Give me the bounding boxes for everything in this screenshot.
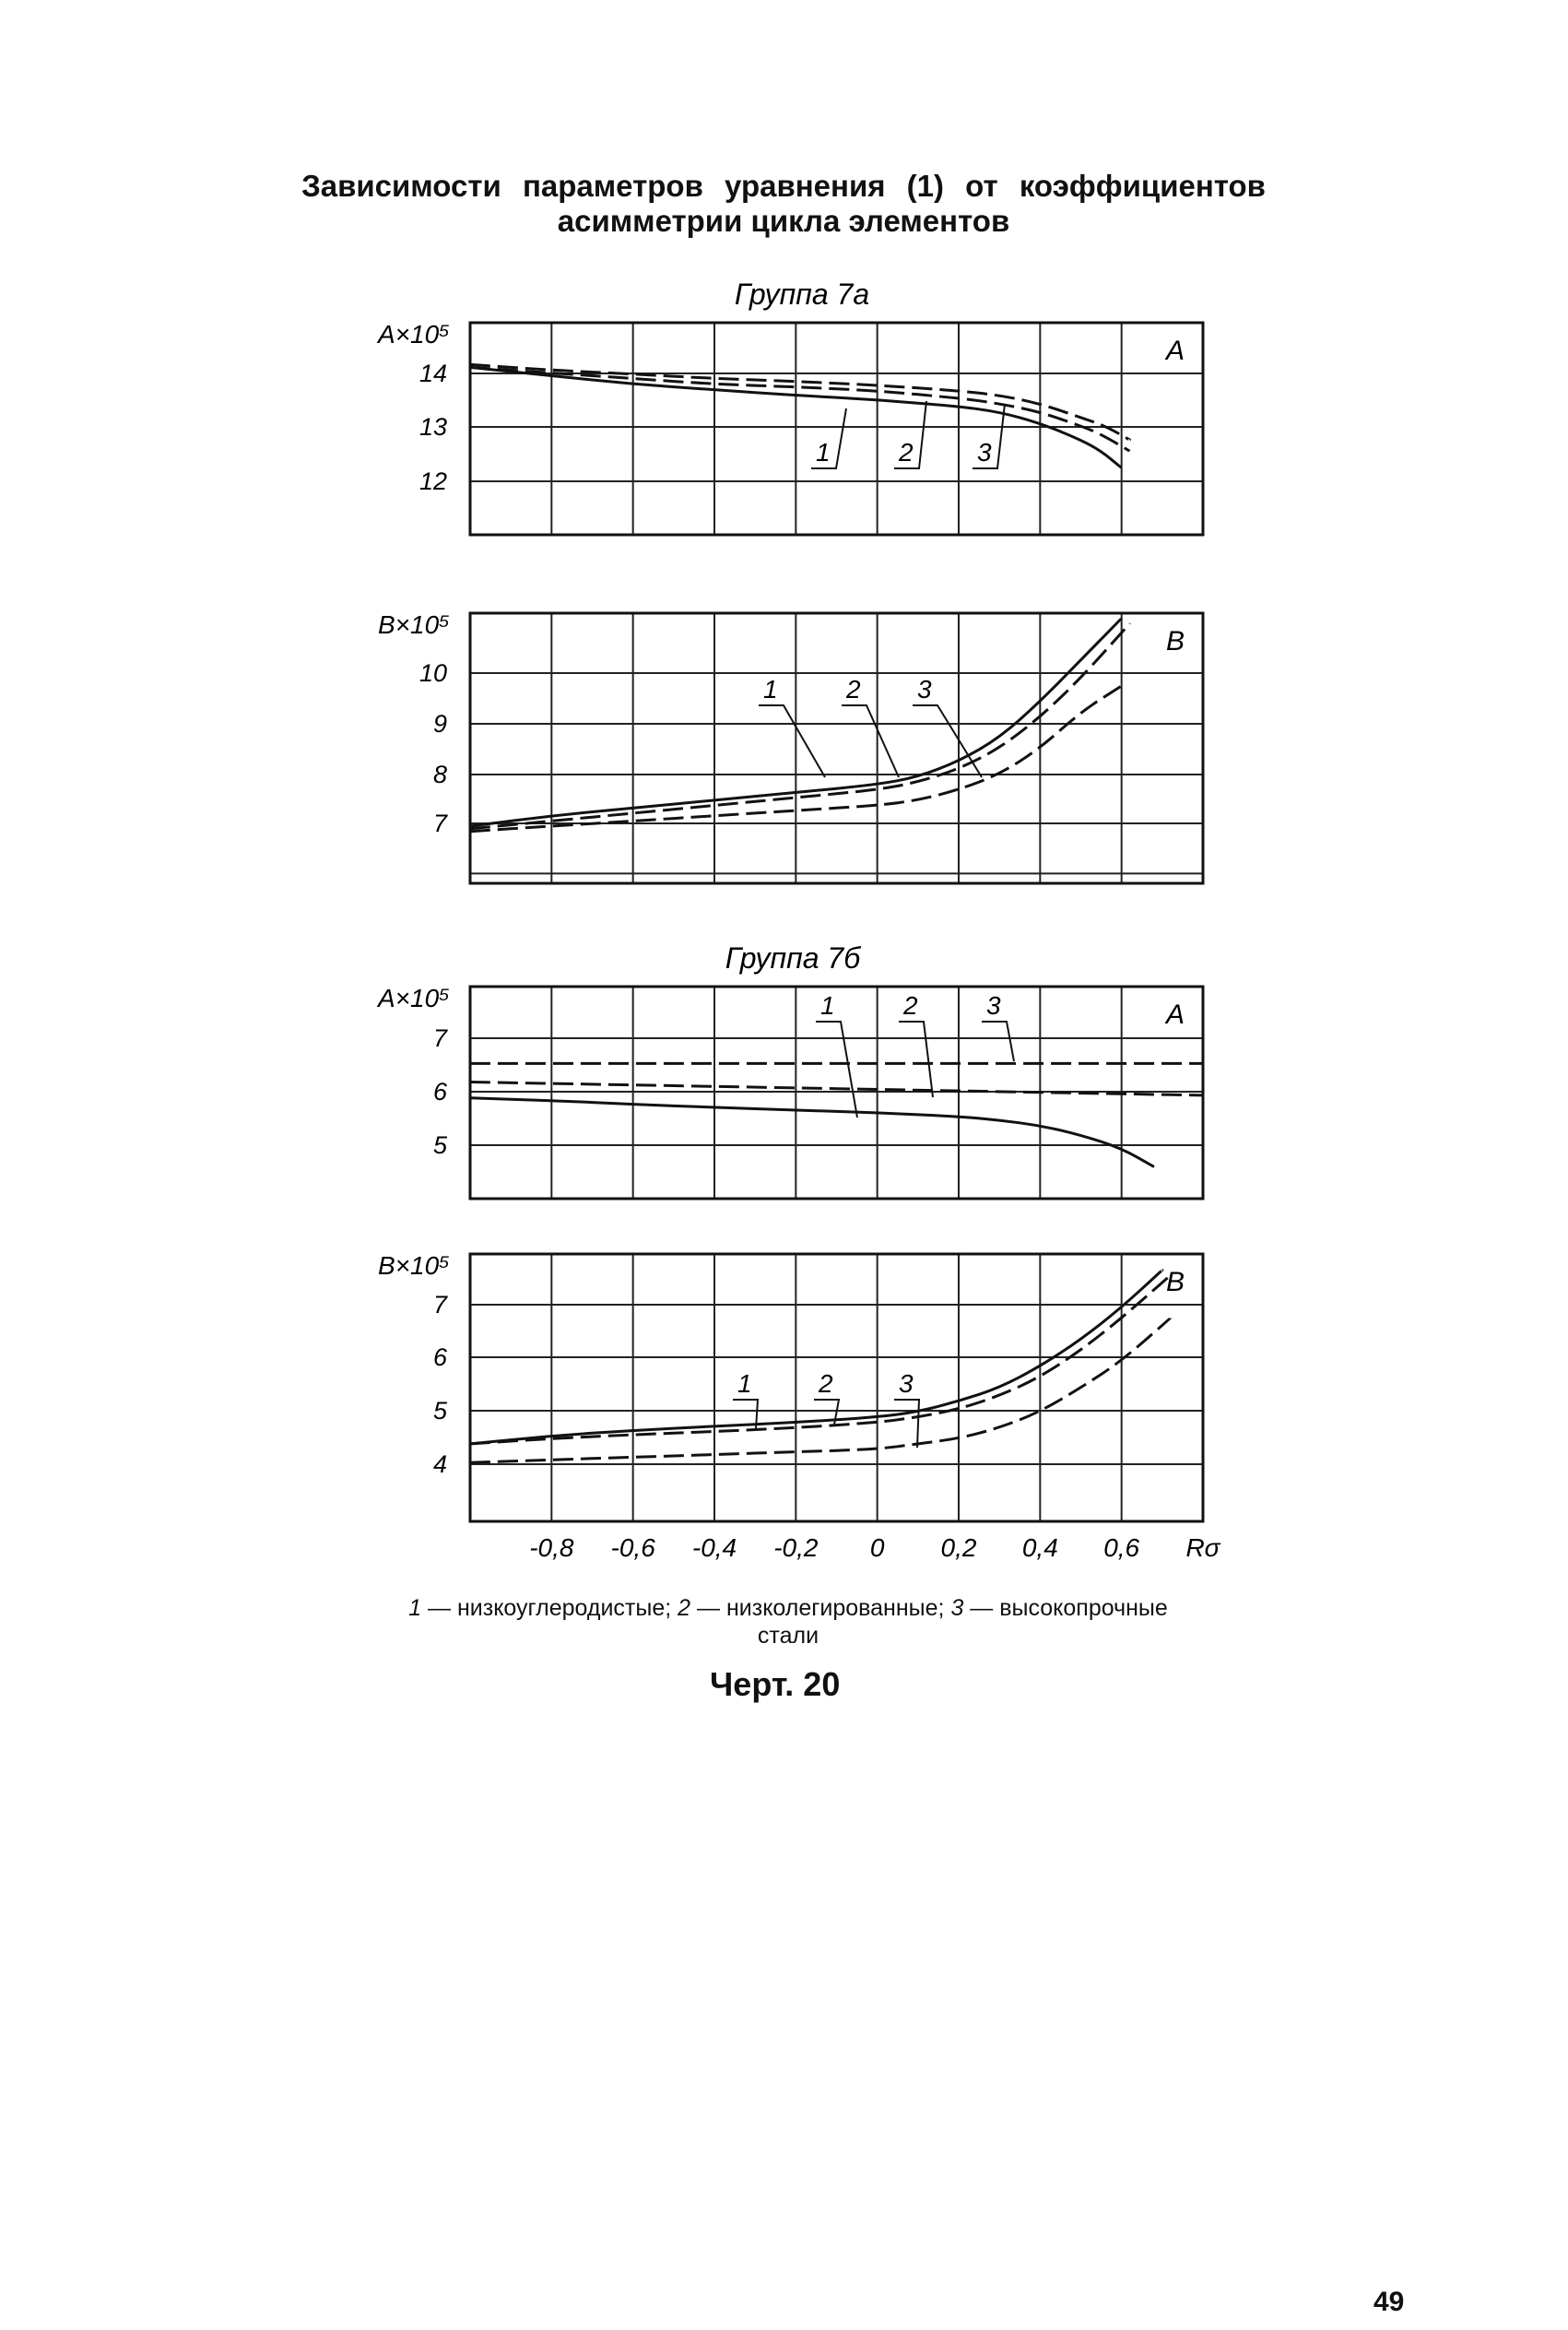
line-number-label: 3 bbox=[899, 1369, 914, 1398]
x-tick-label: 0,6 bbox=[1103, 1533, 1140, 1562]
line-number-label: 3 bbox=[977, 438, 992, 467]
series-line-3 bbox=[470, 364, 1130, 440]
legend-text-1: — низкоуглеродистые; bbox=[421, 1595, 678, 1621]
y-tick-label: 12 bbox=[419, 467, 447, 495]
plot-frame bbox=[470, 323, 1203, 535]
x-tick-label: 0 bbox=[869, 1533, 885, 1562]
x-tick-label: 0,4 bbox=[1021, 1533, 1058, 1562]
y-tick-label: 6 bbox=[432, 1343, 447, 1371]
y-tick-label: 8 bbox=[432, 761, 447, 788]
legend-line-2: стали bbox=[757, 1623, 819, 1649]
chart-panel-4 bbox=[378, 1251, 1221, 1562]
legend bbox=[267, 1594, 1309, 1650]
plot-frame bbox=[470, 613, 1203, 883]
title-line-2: асимметрии цикла элементов bbox=[557, 204, 1010, 238]
x-tick-label: 0,2 bbox=[940, 1533, 977, 1562]
legend-key-2: 2 bbox=[678, 1595, 691, 1621]
line-number-label: 1 bbox=[820, 991, 835, 1020]
legend-text-2: — низколегированные; bbox=[690, 1595, 951, 1621]
corner-label: B bbox=[1166, 626, 1185, 656]
line-number-label: 2 bbox=[846, 675, 861, 704]
chart-panel-3 bbox=[376, 941, 1203, 1199]
series-line-2 bbox=[470, 623, 1130, 829]
group-title: Группа 7б bbox=[725, 941, 861, 975]
legend-text-3: — высокопрочные bbox=[963, 1595, 1168, 1621]
figure-caption: Черт. 20 bbox=[710, 1665, 841, 1703]
series-line-2 bbox=[470, 367, 1130, 451]
chart-panel-1 bbox=[376, 278, 1203, 535]
y-axis-label: A×10⁵ bbox=[378, 320, 450, 349]
label-leader bbox=[842, 705, 899, 777]
y-tick-label: 10 bbox=[419, 659, 447, 687]
y-tick-label: 6 bbox=[432, 1078, 447, 1106]
y-tick-label: 5 bbox=[432, 1131, 447, 1159]
line-number-label: 1 bbox=[816, 438, 831, 467]
series-line-2 bbox=[470, 1082, 1203, 1095]
corner-label: A bbox=[1166, 336, 1185, 366]
label-leader bbox=[894, 1400, 919, 1448]
group-title: Группа 7а bbox=[734, 278, 870, 311]
corner-label: A bbox=[1166, 999, 1185, 1030]
label-leader bbox=[982, 1022, 1014, 1061]
plot-frame bbox=[470, 1254, 1203, 1521]
title-line-1: Зависимости параметров уравнения (1) от коэффициентов bbox=[301, 169, 1266, 203]
corner-label: B bbox=[1166, 1267, 1185, 1297]
label-leader bbox=[759, 705, 825, 777]
x-tick-label: -0,4 bbox=[691, 1533, 737, 1562]
y-tick-label: 7 bbox=[432, 1024, 447, 1052]
legend-key-3: 3 bbox=[950, 1595, 964, 1621]
line-number-label: 2 bbox=[819, 1369, 833, 1398]
y-axis-label: B×10⁵ bbox=[378, 1251, 450, 1280]
label-leader bbox=[899, 1022, 933, 1097]
y-tick-label: 5 bbox=[432, 1397, 447, 1425]
page-number: 49 bbox=[1373, 2287, 1405, 2317]
line-number-label: 2 bbox=[903, 991, 918, 1020]
legend-key-1: 1 bbox=[408, 1595, 422, 1621]
x-tick-label: -0,6 bbox=[610, 1533, 655, 1562]
line-number-label: 1 bbox=[763, 675, 778, 704]
x-axis-label: Rσ bbox=[1185, 1533, 1220, 1562]
x-tick-label: -0,8 bbox=[529, 1533, 574, 1562]
series-line-1 bbox=[470, 1098, 1154, 1167]
y-axis-label: A×10⁵ bbox=[378, 984, 450, 1012]
x-tick-label: -0,2 bbox=[773, 1533, 819, 1562]
y-tick-label: 14 bbox=[419, 360, 447, 387]
y-tick-label: 7 bbox=[432, 1291, 447, 1319]
line-number-label: 3 bbox=[917, 675, 932, 704]
series-line-2 bbox=[470, 1275, 1171, 1444]
y-axis-label: B×10⁵ bbox=[378, 610, 450, 639]
y-tick-label: 4 bbox=[432, 1450, 447, 1478]
chart-panel-2 bbox=[378, 610, 1203, 883]
line-number-label: 1 bbox=[737, 1369, 752, 1398]
y-tick-label: 9 bbox=[432, 710, 447, 738]
y-tick-label: 13 bbox=[419, 413, 447, 441]
label-leader bbox=[816, 1022, 857, 1118]
line-number-label: 2 bbox=[899, 438, 914, 467]
y-tick-label: 7 bbox=[432, 810, 447, 837]
line-number-label: 3 bbox=[986, 991, 1001, 1020]
